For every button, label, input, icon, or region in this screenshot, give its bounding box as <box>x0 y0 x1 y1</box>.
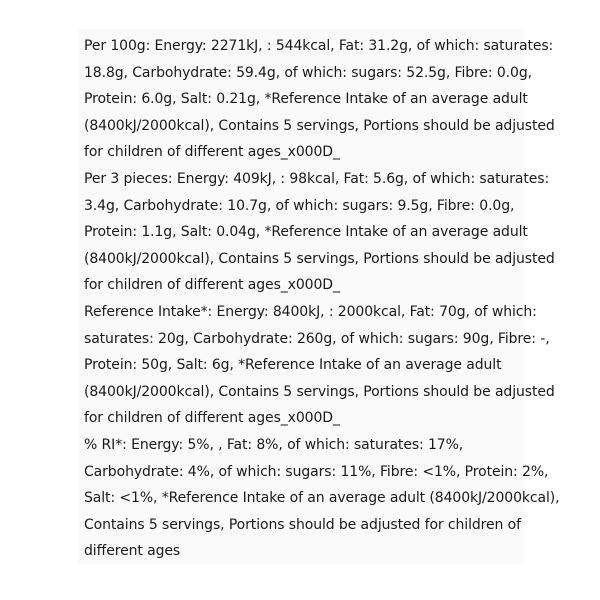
text-line: Protein: 50g, Salt: 6g, *Reference Intake of an average adult <box>84 357 502 374</box>
text-line: Carbohydrate: 4%, of which: sugars: 11%, Fibre: <1%, Protein: 2%, <box>84 463 549 480</box>
text-line: (8400kJ/2000kcal), Contains 5 servings, Portions should be adjusted <box>84 383 555 400</box>
text-line: different ages <box>84 543 181 560</box>
text-line: 3.4g, Carbohydrate: 10.7g, of which: sugars: 9.5g, Fibre: 0.0g, <box>84 197 515 214</box>
text-line: for children of different ages_x000D_ <box>84 410 340 427</box>
text-line: Salt: <1%, *Reference Intake of an average adult (8400kJ/2000kcal), <box>84 490 560 507</box>
text-line: saturates: 20g, Carbohydrate: 260g, of which: sugars: 90g, Fibre: -, <box>84 330 550 347</box>
text-line: 18.8g, Carbohydrate: 59.4g, of which: sugars: 52.5g, Fibre: 0.0g, <box>84 64 532 81</box>
text-line: (8400kJ/2000kcal), Contains 5 servings, Portions should be adjusted <box>84 117 555 134</box>
text-line: for children of different ages_x000D_ <box>84 277 340 294</box>
nutrition-text <box>84 33 560 565</box>
text-line: % RI*: Energy: 5%, , Fat: 8%, of which: saturates: 17%, <box>84 436 464 453</box>
text-line: Per 100g: Energy: 2271kJ, : 544kcal, Fat: 31.2g, of which: saturates: <box>84 38 554 54</box>
text-line: Contains 5 servings, Portions should be adjusted for children of <box>84 516 521 533</box>
text-line: Per 3 pieces: Energy: 409kJ, : 98kcal, Fat: 5.6g, of which: saturates: <box>84 170 550 187</box>
text-line: Protein: 6.0g, Salt: 0.21g, *Reference Intake of an average adult <box>84 91 528 108</box>
text-line: Reference Intake*: Energy: 8400kJ, : 2000kcal, Fat: 70g, of which: <box>84 303 537 320</box>
text-line: (8400kJ/2000kcal), Contains 5 servings, Portions should be adjusted <box>84 250 555 267</box>
text-line: for children of different ages_x000D_ <box>84 144 340 161</box>
text-line: Protein: 1.1g, Salt: 0.04g, *Reference Intake of an average adult <box>84 224 528 241</box>
